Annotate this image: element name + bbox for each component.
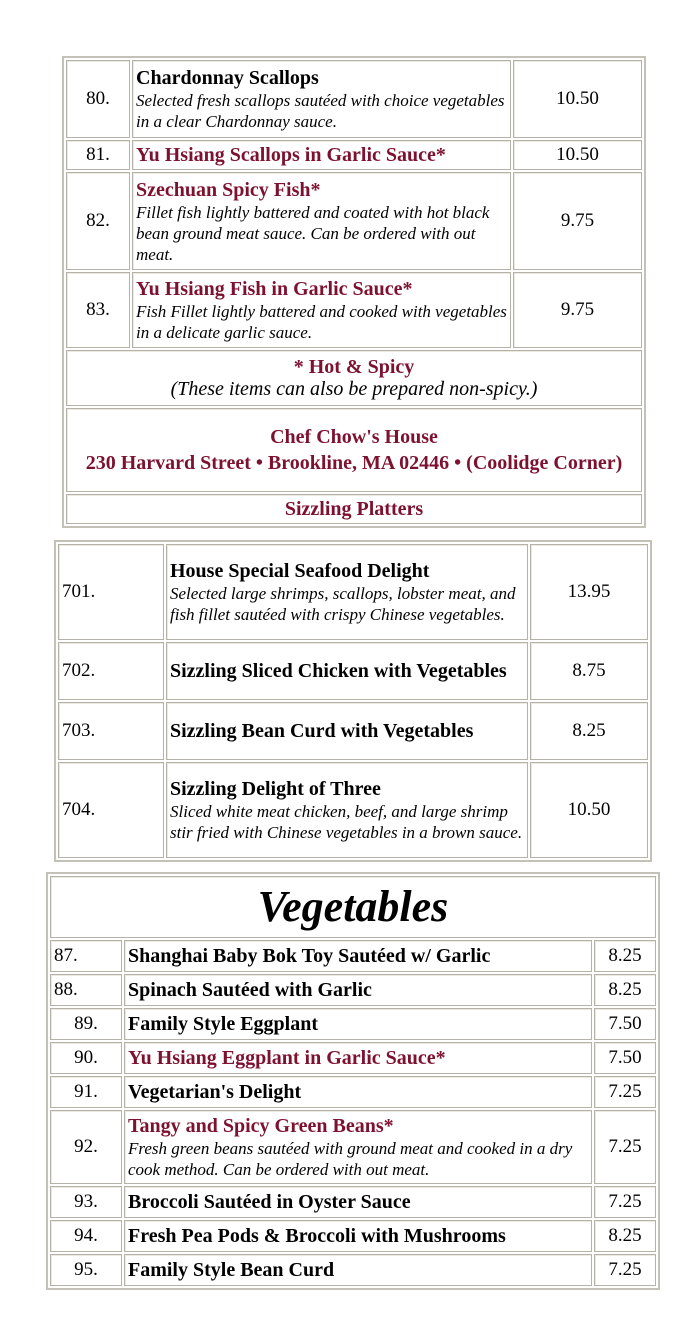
- sizzling-item: [166, 642, 528, 700]
- vegetable-price: 7.50: [594, 1008, 656, 1040]
- seafood-row: [66, 172, 642, 270]
- vegetable-row: [50, 974, 656, 1006]
- sizzling-item: [166, 762, 528, 858]
- seafood-item-description: Fish Fillet lightly battered and cooked with vegetables in a delicate garlic sauce.: [136, 302, 507, 342]
- vegetable-number: 91.: [50, 1076, 122, 1108]
- seafood-item: [132, 60, 511, 138]
- vegetable-row: [50, 1110, 656, 1184]
- sizzling-item: [166, 544, 528, 640]
- vegetable-number: 92.: [50, 1110, 122, 1184]
- vegetable-item: [124, 1042, 592, 1074]
- seafood-price: 9.75: [513, 172, 642, 270]
- seafood-item-description: Fillet fish lightly battered and coated with hot black bean ground meat sauce. Can be ordered with out meat.: [136, 202, 490, 264]
- sizzling-row: [58, 544, 648, 640]
- seafood-section: [62, 56, 646, 528]
- restaurant-name: Chef Chow's House: [270, 426, 438, 448]
- sizzling-price: 13.95: [530, 544, 648, 640]
- restaurant-info: [66, 408, 642, 492]
- vegetables-heading-table: [48, 874, 658, 940]
- sizzling-section: [54, 540, 652, 862]
- seafood-number: 81.: [66, 140, 130, 170]
- sizzling-price: 8.75: [530, 642, 648, 700]
- hot-spicy-title: * Hot & Spicy: [293, 356, 415, 378]
- seafood-item-name: Yu Hsiang Fish in Garlic Sauce*: [136, 278, 413, 300]
- notes-table: [64, 348, 644, 526]
- vegetable-item-name: Fresh Pea Pods & Broccoli with Mushrooms: [128, 1225, 506, 1247]
- sizzling-item-name: Sizzling Delight of Three: [170, 778, 381, 800]
- vegetable-number: 93.: [50, 1186, 122, 1218]
- seafood-item-description: Selected fresh scallops sautéed with choice vegetables in a clear Chardonnay sauce.: [136, 91, 505, 131]
- vegetable-row: [50, 1220, 656, 1252]
- sizzling-price: 8.25: [530, 702, 648, 760]
- seafood-item: [132, 140, 511, 170]
- hot-spicy-text: (These items can also be prepared non-spicy.): [170, 378, 538, 400]
- sizzling-price: 10.50: [530, 762, 648, 858]
- vegetable-item: [124, 1110, 592, 1184]
- vegetable-item-name: Shanghai Baby Bok Toy Sautéed w/ Garlic: [128, 945, 491, 967]
- seafood-row: [66, 140, 642, 170]
- hot-spicy-note: [66, 350, 642, 406]
- vegetable-item: [124, 974, 592, 1006]
- sizzling-item-description: Sliced white meat chicken, beef, and large shrimp stir fried with Chinese vegetables in a brown sauce.: [170, 802, 523, 842]
- seafood-row: [66, 272, 642, 348]
- seafood-table: [64, 58, 644, 350]
- vegetable-number: 89.: [50, 1008, 122, 1040]
- sizzling-row: [58, 702, 648, 760]
- vegetable-item: [124, 1186, 592, 1218]
- sizzling-number: 703.: [58, 702, 164, 760]
- vegetable-item: [124, 940, 592, 972]
- sizzling-item-description: Selected large shrimps, scallops, lobster meat, and fish fillet sautéed with crispy Chinese vegetables.: [170, 584, 516, 624]
- vegetable-price: 8.25: [594, 1220, 656, 1252]
- vegetable-price: 7.25: [594, 1110, 656, 1184]
- seafood-item-name: Yu Hsiang Scallops in Garlic Sauce*: [136, 144, 446, 166]
- vegetable-number: 94.: [50, 1220, 122, 1252]
- restaurant-address: 230 Harvard Street • Brookline, MA 02446 • (Coolidge Corner): [85, 452, 623, 474]
- vegetable-item: [124, 1008, 592, 1040]
- vegetable-item-name: Family Style Bean Curd: [128, 1259, 335, 1281]
- vegetable-price: 7.25: [594, 1254, 656, 1286]
- vegetables-heading: Vegetables: [50, 876, 656, 938]
- sizzling-item-name: Sizzling Bean Curd with Vegetables: [170, 720, 474, 742]
- sizzling-number: 701.: [58, 544, 164, 640]
- seafood-item: [132, 172, 511, 270]
- vegetable-item-name: Spinach Sautéed with Garlic: [128, 979, 372, 1001]
- vegetable-number: 95.: [50, 1254, 122, 1286]
- vegetable-price: 8.25: [594, 940, 656, 972]
- vegetable-item-name: Yu Hsiang Eggplant in Garlic Sauce*: [128, 1047, 446, 1069]
- sizzling-item: [166, 702, 528, 760]
- sizzling-table: [56, 542, 650, 860]
- sizzling-number: 704.: [58, 762, 164, 858]
- vegetable-item-description: Fresh green beans sautéed with ground meat and cooked in a dry cook method. Can be ordered with out meat.: [128, 1139, 573, 1179]
- vegetable-item-name: Family Style Eggplant: [128, 1013, 319, 1035]
- vegetable-price: 7.50: [594, 1042, 656, 1074]
- seafood-number: 83.: [66, 272, 130, 348]
- sizzling-heading: Sizzling Platters: [66, 494, 642, 524]
- vegetable-price: 8.25: [594, 974, 656, 1006]
- sizzling-item-name: Sizzling Sliced Chicken with Vegetables: [170, 660, 507, 682]
- seafood-price: 10.50: [513, 60, 642, 138]
- sizzling-row: [58, 762, 648, 858]
- seafood-price: 10.50: [513, 140, 642, 170]
- seafood-item-name: Szechuan Spicy Fish*: [136, 178, 321, 201]
- vegetable-row: [50, 940, 656, 972]
- vegetable-price: 7.25: [594, 1186, 656, 1218]
- vegetable-row: [50, 1254, 656, 1286]
- vegetable-number: 87.: [50, 940, 122, 972]
- sizzling-row: [58, 642, 648, 700]
- vegetable-number: 88.: [50, 974, 122, 1006]
- seafood-item: [132, 272, 511, 348]
- vegetable-item-name: Tangy and Spicy Green Beans*: [128, 1115, 394, 1137]
- vegetable-item: [124, 1076, 592, 1108]
- seafood-row: [66, 60, 642, 138]
- vegetables-table: [48, 938, 658, 1288]
- seafood-item-name: Chardonnay Scallops: [136, 67, 319, 89]
- vegetable-item: [124, 1220, 592, 1252]
- vegetables-section: [46, 872, 660, 1290]
- vegetable-item-name: Vegetarian's Delight: [128, 1081, 302, 1103]
- seafood-number: 80.: [66, 60, 130, 138]
- sizzling-number: 702.: [58, 642, 164, 700]
- seafood-price: 9.75: [513, 272, 642, 348]
- sizzling-item-name: House Special Seafood Delight: [170, 560, 430, 582]
- vegetable-number: 90.: [50, 1042, 122, 1074]
- vegetable-item-name: Broccoli Sautéed in Oyster Sauce: [128, 1191, 411, 1213]
- seafood-number: 82.: [66, 172, 130, 270]
- vegetable-price: 7.25: [594, 1076, 656, 1108]
- vegetable-row: [50, 1008, 656, 1040]
- vegetable-row: [50, 1076, 656, 1108]
- vegetable-item: [124, 1254, 592, 1286]
- vegetable-row: [50, 1186, 656, 1218]
- vegetable-row: [50, 1042, 656, 1074]
